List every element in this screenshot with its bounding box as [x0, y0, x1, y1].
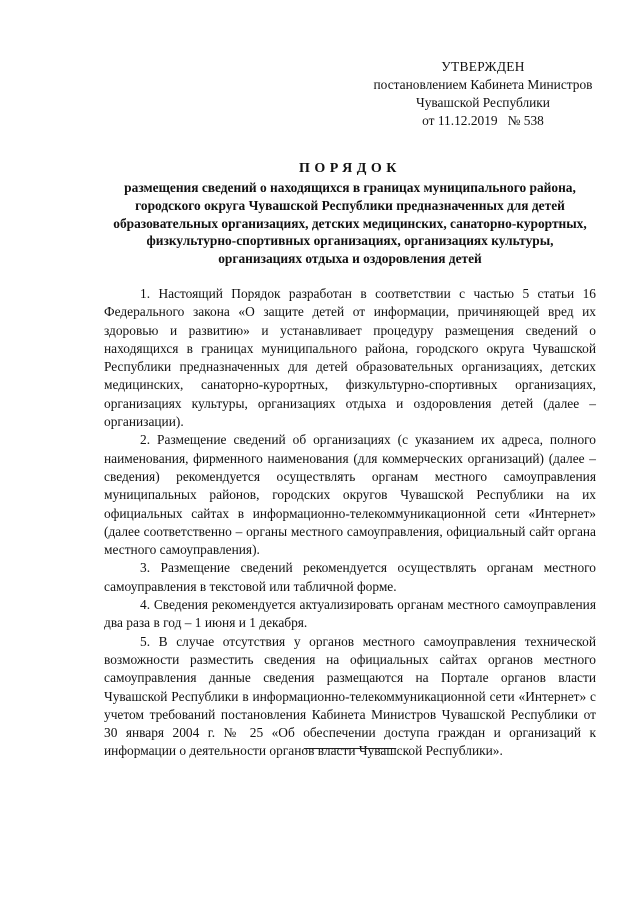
document-title-block [104, 160, 596, 268]
paragraph-2: 2. Размещение сведений об организациях (с указанием их адреса, полного наименования, фирменного наименования (для коммерческих организаций) (далее – сведения) рекомендуется осуществлять органам местного самоуправления муниципальных районов, городских округов Чувашской Республики на их официальных сайтах в информационно-телекоммуникационной сети «Интернет» (далее соответственно – органы местного самоуправления, официальный сайт органа местного самоуправления). [104, 432, 596, 558]
approval-line-issuer: постановлением Кабинета Министров [373, 77, 593, 92]
approval-heading: УТВЕРЖДЕН [441, 59, 525, 74]
approval-line-republic: Чувашской Республики [416, 95, 550, 110]
paragraph-3: 3. Размещение сведений рекомендуется осуществлять органам местного самоуправления в текстовой или табличной форме. [104, 560, 596, 594]
approval-block [348, 58, 618, 130]
closing-divider-line [304, 748, 396, 749]
paragraph-4: 4. Сведения рекомендуется актуализировать органам местного самоуправления два раза в год – 1 июня и 1 декабря. [104, 597, 596, 631]
document-subtitle: размещения сведений о находящихся в границах муниципального района, городского округа Чувашской Республики предназначенных для детей образовательных организациях, детских медицинских, санаторно-курортных, физкультурно-спортивных организациях, организациях культуры, организациях отдыха и оздоровления детей [113, 180, 587, 267]
document-body [104, 285, 596, 761]
document-title: ПОРЯДОК [299, 161, 401, 176]
paragraph-1: 1. Настоящий Порядок разработан в соответствии с частью 5 статьи 16 Федерального закона «О защите детей от информации, причиняющей вред их здоровью и развитию» и устанавливает процедуру размещения сведений о находящихся в границах муниципального района, городского округа Чувашской Республики предназначенных для детей образовательных организациях, детских медицинских, санаторно-курортных, физкультурно-спортивных организациях, организациях культуры, организациях отдыха и оздоровления детей (далее – организации). [104, 286, 596, 430]
approval-line-date-number: от 11.12.2019 № 538 [422, 113, 544, 128]
paragraph-5: 5. В случае отсутствия у органов местного самоуправления технической возможности разместить сведения на официальных сайтах органов местного самоуправления данные сведения размещаются на Портале органов власти Чувашской Республики в информационно-телекоммуникационной сети «Интернет» с учетом требований постановления Кабинета Министров Чувашской Республики от 30 января 2004 г. № 25 «Об обеспечении доступа граждан и организаций к информации о деятельности органов власти Чувашской Республики». [104, 633, 596, 759]
